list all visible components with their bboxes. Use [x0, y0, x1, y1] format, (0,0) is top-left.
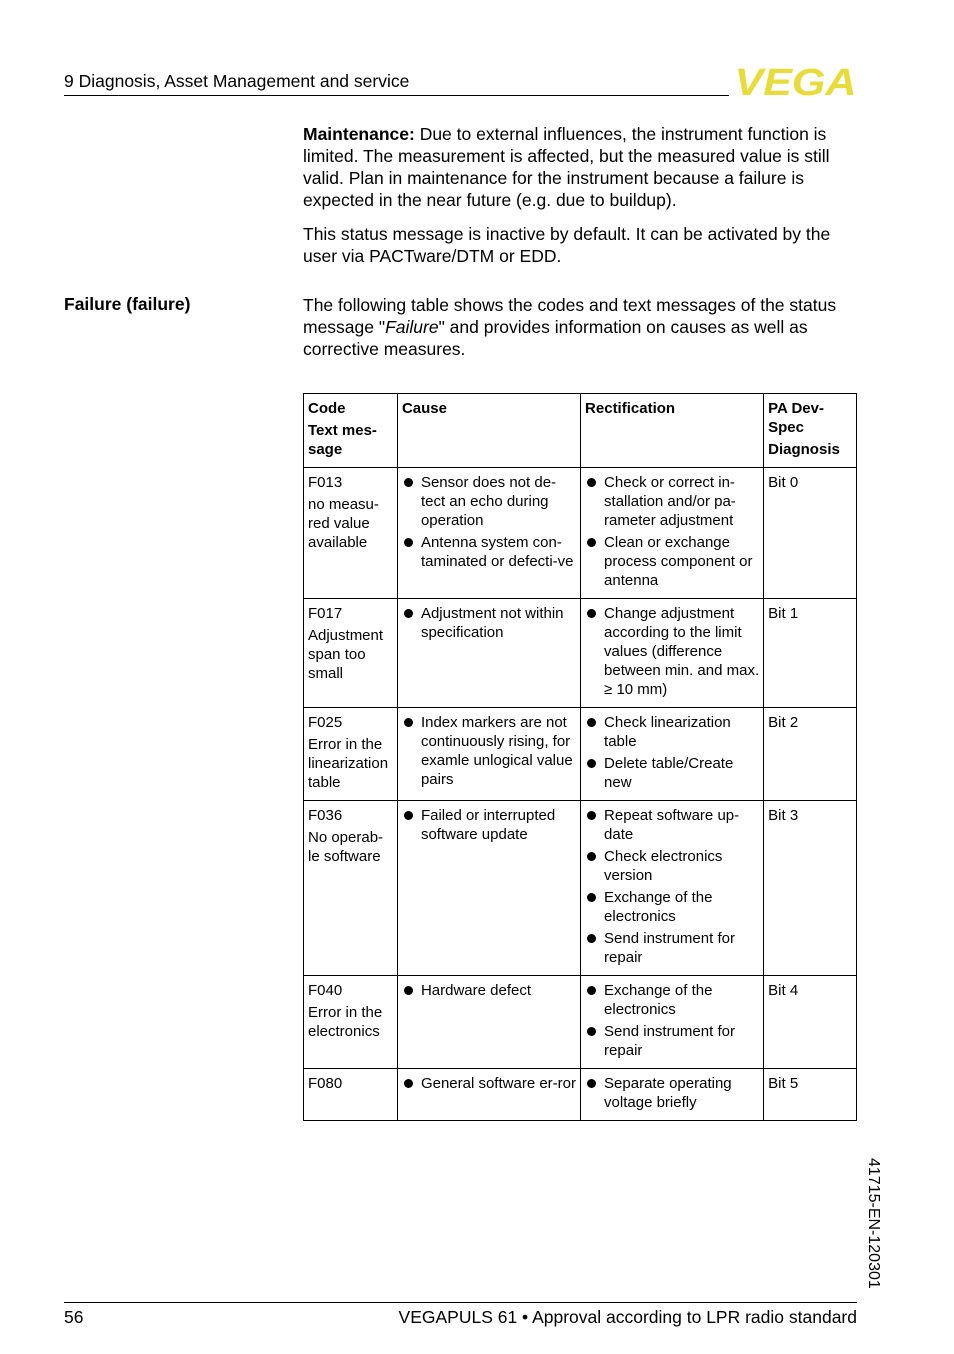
bullet-icon [587, 934, 596, 943]
cause-text: Failed or interrupted software update [420, 807, 556, 843]
failure-paragraph [303, 294, 863, 360]
bullet-icon [404, 986, 413, 995]
list-item [402, 1074, 576, 1093]
list-item [585, 533, 759, 590]
rectification-text: Check electronics version [604, 848, 723, 884]
code-cell [304, 976, 398, 1069]
header-code-label: Code [308, 400, 346, 417]
table-row [304, 801, 857, 976]
bullet-icon [587, 759, 596, 768]
document-code: 41715-EN-120301 [865, 1158, 882, 1289]
bullet-icon [404, 718, 413, 727]
diagnosis-bit: Bit 3 [764, 801, 857, 976]
rectification-list [585, 604, 759, 699]
header-rectification: Rectification [581, 394, 764, 468]
rectification-text: Separate operating voltage briefly [604, 1075, 732, 1111]
table-row [304, 976, 857, 1069]
failure-text-before: The following table shows the codes and text messages of the status message " [303, 295, 837, 337]
status-code: F013 [308, 474, 343, 491]
bullet-icon [587, 986, 596, 995]
rectification-list [585, 473, 759, 590]
list-item [585, 1074, 759, 1112]
rectification-cell [581, 1069, 764, 1121]
rectification-cell [581, 708, 764, 801]
rectification-text: Clean or exchange process component or antenna [604, 534, 753, 589]
cause-list [402, 473, 576, 571]
list-item [585, 981, 759, 1019]
rectification-text: Check linearization table [604, 714, 731, 750]
rectification-text: Delete table/Create new [604, 755, 734, 791]
table-row [304, 468, 857, 599]
code-cell [304, 468, 398, 599]
rectification-cell [581, 976, 764, 1069]
footer-title: VEGAPULS 61 • Approval according to LPR radio standard [398, 1307, 857, 1327]
rectification-list [585, 713, 759, 792]
code-cell [304, 708, 398, 801]
failure-side-label: Failure (failure) [64, 294, 191, 314]
cause-list [402, 981, 576, 1000]
cause-text: Index markers are not continuously rising, for examle unlogical value pairs [420, 714, 573, 788]
header-pa-dev-spec-label: PA Dev-Spec [768, 400, 824, 436]
list-item [585, 806, 759, 844]
diagnosis-bit: Bit 5 [764, 1069, 857, 1121]
bullet-icon [587, 852, 596, 861]
footer-rule [64, 1302, 857, 1303]
rectification-cell [581, 599, 764, 708]
status-code: F080 [308, 1075, 343, 1092]
cause-list [402, 604, 576, 642]
list-item [585, 847, 759, 885]
inactive-paragraph: This status message is inactive by default. It can be activated by the user via PACTware/DTM or EDD. [303, 224, 831, 266]
cause-list [402, 713, 576, 789]
diagnosis-bit: Bit 2 [764, 708, 857, 801]
list-item [402, 473, 576, 530]
bullet-icon [404, 478, 413, 487]
bullet-icon [587, 893, 596, 902]
cause-cell [397, 599, 580, 708]
cause-text: Hardware defect [420, 982, 531, 999]
status-message: no measu-red value available [308, 496, 379, 551]
vega-logo [733, 64, 858, 98]
header-diagnosis-label: Diagnosis [768, 441, 840, 458]
table-row [304, 708, 857, 801]
cause-list [402, 806, 576, 844]
bullet-icon [404, 609, 413, 618]
status-message: Adjustment span too small [308, 627, 384, 682]
bullet-icon [404, 811, 413, 820]
rectification-text: Send instrument for repair [604, 930, 735, 966]
status-message: No operab-le software [308, 829, 384, 865]
code-cell [304, 599, 398, 708]
bullet-icon [587, 1079, 596, 1088]
page-number: 56 [64, 1307, 84, 1327]
section-header: 9 Diagnosis, Asset Management and service [64, 71, 410, 91]
rectification-list [585, 806, 759, 967]
list-item [585, 888, 759, 926]
list-item [585, 754, 759, 792]
svg-text:VEGA: VEGA [734, 64, 857, 98]
list-item [585, 713, 759, 751]
table-row [304, 599, 857, 708]
bullet-icon [404, 1079, 413, 1088]
status-message: Error in the linearization table [308, 736, 389, 791]
cause-cell [397, 1069, 580, 1121]
list-item [402, 713, 576, 789]
rectification-text: Change adjustment according to the limit values (difference between min. and max. ≥ 10 mm) [604, 605, 760, 698]
maintenance-paragraph [303, 123, 863, 211]
bullet-icon [404, 538, 413, 547]
rectification-cell [581, 468, 764, 599]
diagnosis-bit: Bit 0 [764, 468, 857, 599]
rectification-text: Repeat software up-date [604, 807, 740, 843]
failure-text-italic: Failure [385, 317, 439, 337]
bullet-icon [587, 811, 596, 820]
list-item [402, 981, 576, 1000]
code-cell [304, 1069, 398, 1121]
list-item [585, 1022, 759, 1060]
rectification-text: Exchange of the electronics [604, 889, 713, 925]
code-cell [304, 801, 398, 976]
header-text-message-label: Text mes-sage [308, 422, 377, 458]
list-item [402, 806, 576, 844]
list-item [585, 473, 759, 530]
maintenance-text: Due to external influences, the instrument function is limited. The measurement is affected, but the measured value is still valid. Plan in maintenance for the instrument because a failure is expected in the near future (e.g. due to buildup). [303, 124, 830, 210]
bullet-icon [587, 609, 596, 618]
diagnosis-bit: Bit 4 [764, 976, 857, 1069]
cause-cell [397, 801, 580, 976]
rectification-text: Exchange of the electronics [604, 982, 713, 1018]
cause-text: Sensor does not de-tect an echo during operation [420, 474, 557, 529]
rectification-list [585, 1074, 759, 1112]
header-rule [64, 95, 729, 96]
status-code: F025 [308, 714, 343, 731]
cause-cell [397, 976, 580, 1069]
diagnosis-bit: Bit 1 [764, 599, 857, 708]
status-code: F036 [308, 807, 343, 824]
rectification-cell [581, 801, 764, 976]
cause-cell [397, 708, 580, 801]
rectification-text: Check or correct in-stallation and/or pa-rameter adjustment [604, 474, 736, 529]
failure-codes-table [303, 393, 857, 1121]
bullet-icon [587, 718, 596, 727]
table-row [304, 1069, 857, 1121]
list-item [585, 929, 759, 967]
cause-cell [397, 468, 580, 599]
list-item [585, 604, 759, 699]
header-pa-dev-spec [764, 394, 857, 468]
cause-text: Adjustment not within specification [420, 605, 564, 641]
rectification-text: Send instrument for repair [604, 1023, 735, 1059]
maintenance-label: Maintenance: [303, 124, 415, 144]
cause-list [402, 1074, 576, 1093]
failure-text-after: " and provides information on causes as well as corrective measures. [303, 317, 808, 359]
bullet-icon [587, 1027, 596, 1036]
status-message: Error in the electronics [308, 1004, 383, 1040]
status-code: F017 [308, 605, 343, 622]
table-header-row [304, 394, 857, 468]
cause-text: General software er-ror [420, 1075, 576, 1092]
list-item [402, 604, 576, 642]
header-code [304, 394, 398, 468]
bullet-icon [587, 538, 596, 547]
list-item [402, 533, 576, 571]
status-code: F040 [308, 982, 343, 999]
header-cause: Cause [397, 394, 580, 468]
rectification-list [585, 981, 759, 1060]
cause-text: Antenna system con-taminated or defecti-ve [420, 534, 574, 570]
bullet-icon [587, 478, 596, 487]
